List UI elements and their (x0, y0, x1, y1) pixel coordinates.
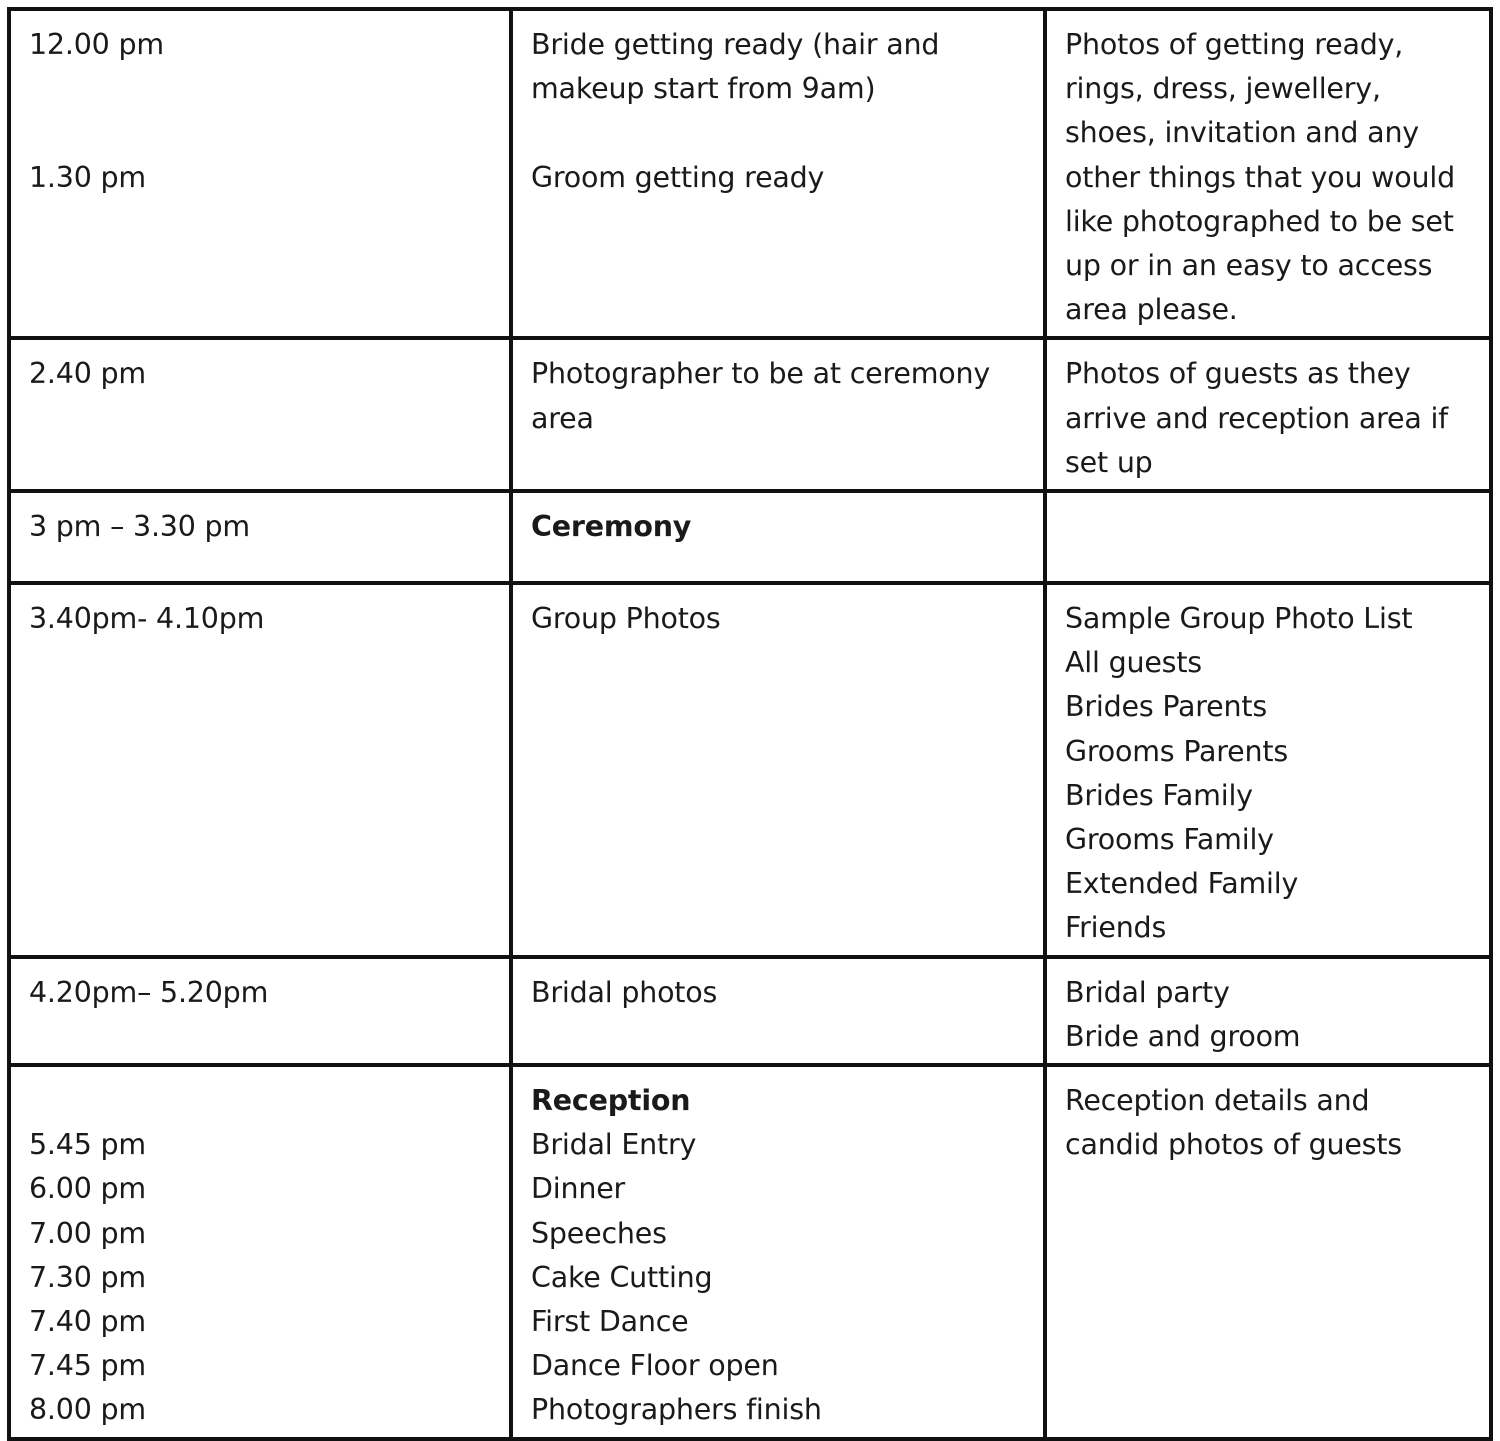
time-text: 12.00 pm (29, 28, 164, 61)
event-text: Cake Cutting (531, 1260, 713, 1294)
event-text: Group Photos (531, 602, 721, 636)
notes-text: Photos of getting ready, (1065, 28, 1404, 61)
time-cell (9, 491, 511, 583)
time-text: 7.40 pm (29, 1305, 146, 1339)
event-cell (511, 1065, 1045, 1439)
notes-cell (1045, 1065, 1491, 1439)
time-text: 7.30 pm (29, 1260, 146, 1294)
event-cell (511, 491, 1045, 583)
event-text: Dance Floor open (531, 1349, 779, 1383)
time-text: 6.00 pm (29, 1172, 146, 1206)
notes-text: Extended Family (1065, 867, 1299, 901)
time-text: 1.30 pm (29, 160, 146, 194)
time-cell (9, 957, 511, 1065)
event-text: Dinner (531, 1172, 626, 1206)
notes-text: Brides Parents (1065, 690, 1268, 724)
notes-text: set up (1065, 445, 1153, 479)
table-row (9, 957, 1491, 1065)
spacer (531, 111, 1033, 155)
event-text: Groom getting ready (531, 160, 825, 194)
event-text: area (531, 401, 594, 435)
notes-cell (1045, 583, 1491, 957)
event-text: Bridal photos (531, 975, 718, 1009)
notes-text: like photographed to be set (1065, 204, 1454, 238)
notes-cell (1045, 957, 1491, 1065)
time-text: 4.20pm– 5.20pm (29, 975, 269, 1009)
event-text: Photographer to be at ceremony (531, 357, 991, 391)
event-text: Photographers finish (531, 1393, 822, 1427)
event-heading: Reception (531, 1084, 691, 1118)
time-text: 7.45 pm (29, 1349, 146, 1383)
notes-text: other things that you would (1065, 160, 1455, 194)
notes-text: rings, dress, jewellery, (1065, 72, 1381, 106)
spacer (29, 111, 499, 155)
notes-text: Friends (1065, 911, 1167, 945)
notes-text: arrive and reception area if (1065, 401, 1448, 435)
notes-text: Grooms Parents (1065, 734, 1289, 768)
time-text: 2.40 pm (29, 357, 146, 391)
notes-text: Reception details and (1065, 1084, 1370, 1118)
notes-text: candid photos of guests (1065, 1128, 1402, 1162)
table-row (9, 491, 1491, 583)
time-text: 3.40pm- 4.10pm (29, 602, 265, 636)
notes-cell (1045, 9, 1491, 338)
event-cell (511, 957, 1045, 1065)
spacer (29, 1079, 499, 1123)
table-row (9, 338, 1491, 491)
table-row (9, 9, 1491, 338)
notes-text: All guests (1065, 646, 1202, 680)
table-row (9, 583, 1491, 957)
notes-text: Brides Family (1065, 778, 1253, 812)
notes-cell (1045, 338, 1491, 491)
notes-text: Sample Group Photo List (1065, 602, 1413, 636)
event-text: First Dance (531, 1305, 689, 1339)
notes-text: Bride and groom (1065, 1019, 1301, 1053)
notes-text: shoes, invitation and any (1065, 116, 1419, 150)
event-cell (511, 9, 1045, 338)
notes-text: Grooms Family (1065, 823, 1274, 857)
notes-text: area please. (1065, 293, 1238, 327)
notes-text: Bridal party (1065, 975, 1230, 1009)
time-cell (9, 1065, 511, 1439)
notes-text: up or in an easy to access (1065, 249, 1433, 283)
event-text: Speeches (531, 1216, 667, 1250)
time-text: 5.45 pm (29, 1128, 146, 1162)
time-text: 3 pm – 3.30 pm (29, 510, 250, 544)
event-text: makeup start from 9am) (531, 72, 876, 106)
notes-text: Photos of guests as they (1065, 357, 1411, 391)
wedding-schedule-table (7, 7, 1493, 1441)
time-cell (9, 583, 511, 957)
event-heading: Ceremony (531, 510, 692, 544)
time-cell (9, 9, 511, 338)
notes-cell (1045, 491, 1491, 583)
time-cell (9, 338, 511, 491)
event-text: Bridal Entry (531, 1128, 697, 1162)
time-text: 8.00 pm (29, 1393, 146, 1427)
spacer (29, 67, 499, 111)
event-text: Bride getting ready (hair and (531, 28, 940, 61)
event-cell (511, 338, 1045, 491)
time-text: 7.00 pm (29, 1216, 146, 1250)
notes-text (1065, 505, 1479, 549)
event-cell (511, 583, 1045, 957)
table-row (9, 1065, 1491, 1439)
